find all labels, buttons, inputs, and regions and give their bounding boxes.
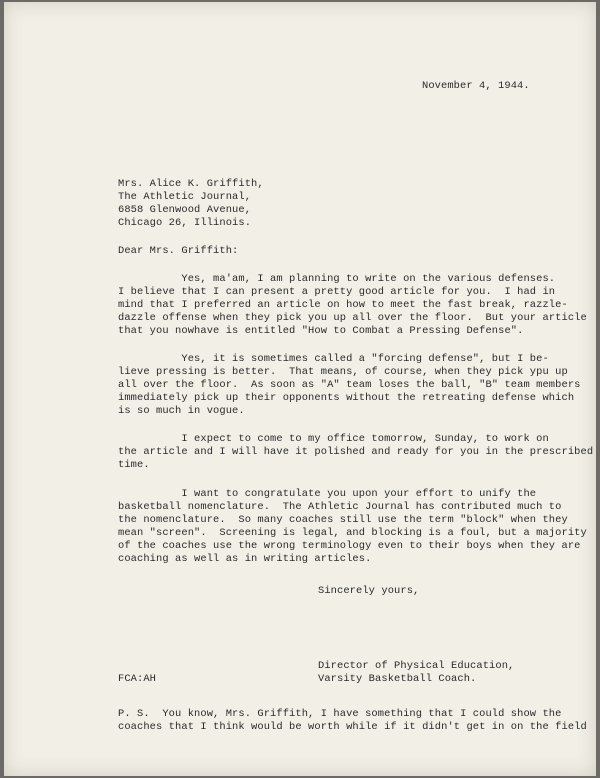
paragraph-line: Yes, ma'am, I am planning to write on the various defenses. — [118, 273, 556, 285]
paragraph-line: immediately pick up their opponents without the retreating defense which — [118, 392, 575, 404]
paragraph-line: mind that I preferred an article on how to meet the fast break, razzle- — [118, 299, 568, 311]
typist-initials: FCA:AH — [118, 673, 157, 685]
paragraph-line: time. — [118, 459, 150, 471]
paragraph-line: all over the floor. As soon as "A" team loses the ball, "B" team members — [118, 379, 581, 391]
paragraph-line: the nomenclature. So many coaches still use the term "block" when they — [118, 514, 568, 526]
signature-title: Varsity Basketball Coach. — [318, 673, 477, 685]
paragraph-line: lieve pressing is better. That means, of course, when they pick ypu up — [118, 366, 568, 378]
paragraph-line: that you nowhave is entitled "How to Combat a Pressing Defense". — [118, 325, 524, 337]
address-line: The Athletic Journal, — [118, 191, 252, 203]
salutation: Dear Mrs. Griffith: — [118, 245, 239, 257]
postscript-line: coaches that I think would be worth while if it didn't get in on the field — [118, 721, 587, 733]
letter-page — [4, 2, 596, 776]
paragraph-line: dazzle offense when they pick you up all over the floor. But your article — [118, 312, 587, 324]
postscript-line: P. S. You know, Mrs. Griffith, I have something that I could show the — [118, 708, 562, 720]
paragraph-line: basketball nomenclature. The Athletic Journal has contributed much to — [118, 501, 562, 513]
address-line: Mrs. Alice K. Griffith, — [118, 178, 264, 190]
paragraph-line: of the coaches use the wrong terminology even to their boys when they are — [118, 540, 581, 552]
paragraph-line: coaching as well as in writing articles. — [118, 553, 372, 565]
paragraph-line: I believe that I can present a pretty good article for you. I had in — [118, 286, 556, 298]
paragraph-line: is so much in vogue. — [118, 405, 245, 417]
letter-date: November 4, 1944. — [422, 80, 530, 92]
address-line: Chicago 26, Illinois. — [118, 217, 252, 229]
paragraph-line: I expect to come to my office tomorrow, Sunday, to work on — [118, 433, 549, 445]
signature-title: Director of Physical Education, — [318, 660, 515, 672]
paragraph-line: Yes, it is sometimes called a "forcing defense", but I be- — [118, 353, 549, 365]
paragraph-line: I want to congratulate you upon your effort to unify the — [118, 488, 537, 500]
paragraph-line: mean "screen". Screening is legal, and blocking is a foul, but a majority — [118, 527, 587, 539]
address-line: 6858 Glenwood Avenue, — [118, 204, 252, 216]
closing: Sincerely yours, — [318, 585, 420, 597]
paragraph-line: the article and I will have it polished and ready for you in the prescribed — [118, 446, 594, 458]
